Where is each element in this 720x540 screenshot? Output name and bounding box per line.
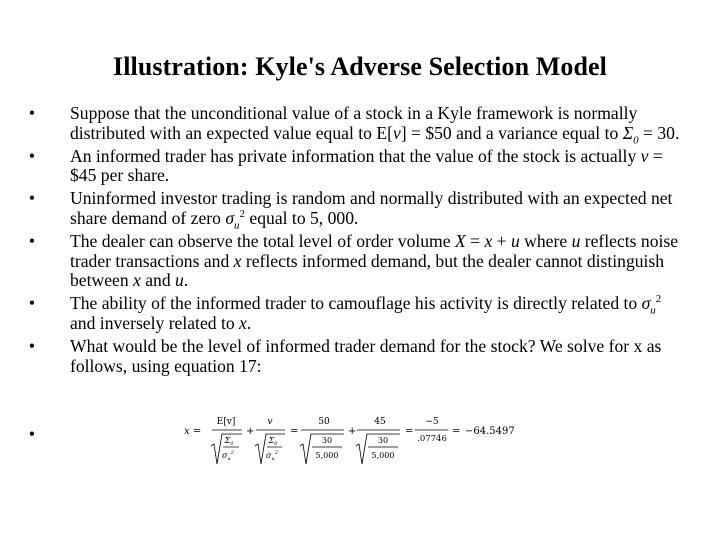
eq-f1-den-b: $\sigma_u^2$ [222, 450, 234, 462]
eq-f5-num: −5 [425, 417, 439, 427]
bullet-dot: • [28, 424, 36, 444]
eq-f3-den-a: 30 [321, 436, 333, 445]
eq-f4-den-b: 5,000 [371, 451, 395, 460]
eq-f2-den-a: $\Sigma_0$ [268, 436, 278, 447]
eq-f4-den-a: 30 [377, 436, 389, 445]
eq-f2-num: v [267, 417, 273, 427]
bullet-item: • The dealer can observe the total level of order volume X = x + u where u reflects noise trader transactions and x reflects informed demand, but the dealer cannot distinguish between x and u. [26, 232, 686, 291]
eq-f2-den-b: $\sigma_u^2$ [266, 450, 278, 462]
eq-f1-num: E[v] [216, 417, 236, 427]
eq-f4-num: 45 [374, 417, 386, 427]
slide-title: Illustration: Kyle's Adverse Selection Model [112, 52, 608, 81]
bullet-list [26, 104, 686, 379]
eq-plus-1: + [246, 426, 255, 437]
bullet-dot: • [28, 145, 36, 166]
bullet-item: • Uninformed investor trading is random and normally distributed with an expected net share demand of zero $\sigma_u^2$ equal to 5, 000. [26, 189, 686, 229]
eq-f5-den: .07746 [417, 434, 447, 444]
bullet-item: • Suppose that the unconditional value of a stock in a Kyle framework is normally distributed with an expected value equal to E[v] = $50 and a variance equal to $\Sigma_0 = 30$. [26, 104, 686, 144]
equation-row [26, 417, 686, 470]
eq-equals-3: = [452, 426, 461, 437]
eq-result: −64.5497 [465, 426, 515, 437]
bullet-dot: • [28, 230, 36, 251]
eq-f3-num: 50 [318, 417, 330, 427]
bullet-item: • The ability of the informed trader to camouflage his activity is directly related to $\sigma_u^2$ and inversely related to x. [26, 294, 686, 334]
bullet-item: • What would be the level of informed trader demand for the stock? We solve for x as follows, using equation 17: [26, 337, 686, 377]
equation-17 [184, 408, 544, 470]
bullet-dot: • [28, 103, 36, 123]
eq-f3-den-b: 5,000 [315, 451, 339, 460]
eq-lhs: x = [184, 426, 202, 437]
eq-f1-den-a: $\Sigma_0$ [224, 436, 234, 447]
bullet-dot: • [28, 188, 36, 209]
eq-equals-2: = [405, 426, 414, 437]
eq-plus-2: + [348, 426, 357, 437]
bullet-dot: • [28, 293, 36, 314]
eq-equals-1: = [290, 426, 299, 437]
bullet-item: • An informed trader has private information that the value of the stock is actually v = $45 per share. [26, 147, 686, 187]
bullet-dot: • [28, 335, 36, 356]
